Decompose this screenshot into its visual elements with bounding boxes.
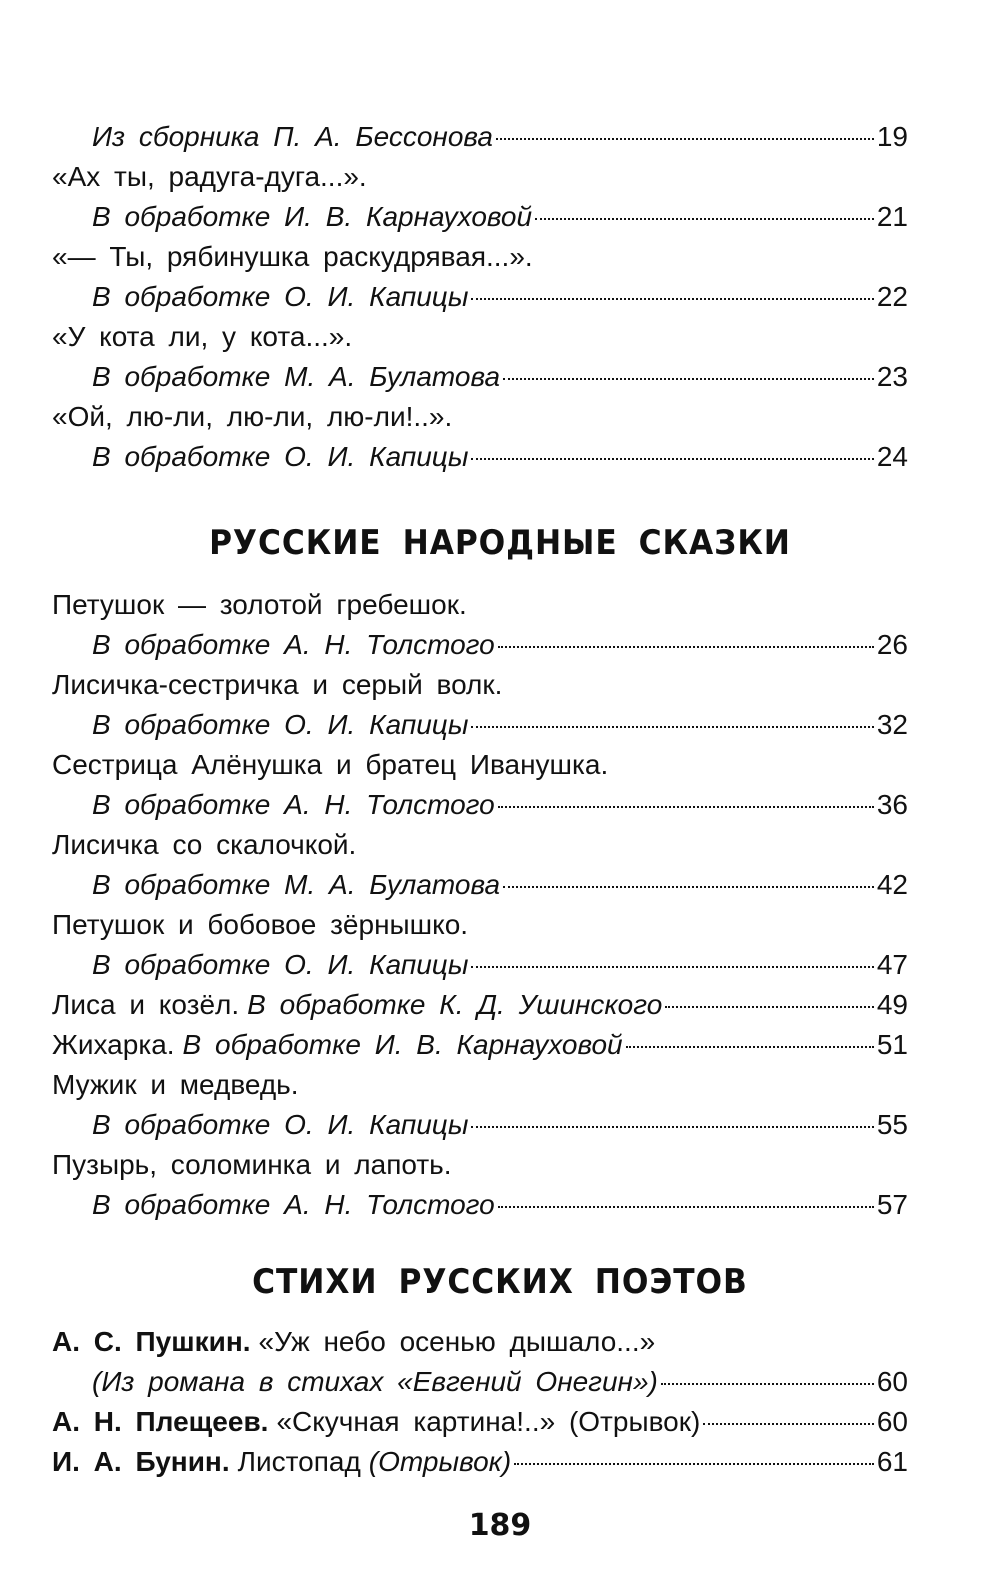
toc-entry (52, 1105, 908, 1145)
entry-author: А. С. Пушкин. (52, 1326, 251, 1357)
toc-entry-title (52, 1145, 908, 1185)
entry-credit: В обработке О. И. Капицы (92, 949, 469, 980)
entry-note: (Отрывок) (368, 1446, 512, 1477)
dot-leader (496, 138, 874, 140)
entry-credit: В обработке И. В. Карнауховой (92, 201, 533, 232)
entry-page-number: 47 (876, 949, 908, 980)
section-heading-poems: СТИХИ РУССКИХ ПОЭТОВ (252, 1262, 748, 1302)
dot-leader (498, 646, 874, 648)
entry-page-number: 51 (876, 1029, 908, 1060)
entry-page-number: 36 (876, 789, 908, 820)
entry-page-number: 26 (876, 629, 908, 660)
toc-entry-title (52, 1322, 908, 1362)
entry-credit: В обработке А. Н. Толстого (92, 629, 495, 660)
entry-page-number: 60 (876, 1366, 908, 1397)
entry-title: Пузырь, соломинка и лапоть. (52, 1149, 452, 1180)
toc-entry (52, 1402, 908, 1442)
entry-title: «У кота ли, у кота...». (52, 321, 353, 352)
dot-leader (703, 1423, 874, 1425)
toc-entry-title (52, 825, 908, 865)
entry-page-number: 21 (876, 201, 908, 232)
entry-credit: В обработке О. И. Капицы (92, 709, 469, 740)
toc-entry-title (52, 317, 908, 357)
toc-entry-title (52, 745, 908, 785)
entry-title: «Скучная картина!..» (Отрывок) (276, 1406, 701, 1437)
entry-title: Лисичка со скалочкой. (52, 829, 357, 860)
toc-entry (52, 985, 908, 1025)
entry-title: Сестрица Алёнушка и братец Иванушка. (52, 749, 609, 780)
dot-leader (626, 1046, 874, 1048)
toc-entry (52, 1025, 908, 1065)
entry-page-number: 60 (876, 1406, 908, 1437)
toc-entry-title (52, 397, 908, 437)
toc-entry-title (52, 157, 908, 197)
dot-leader (661, 1383, 874, 1385)
toc-block-folk-tales (52, 585, 908, 1225)
toc-entry (52, 945, 908, 985)
entry-author: И. А. Бунин. (52, 1446, 230, 1477)
entry-page-number: 22 (876, 281, 908, 312)
entry-page-number: 19 (876, 121, 908, 152)
toc-entry (52, 117, 908, 157)
entry-page-number: 49 (876, 989, 908, 1020)
dot-leader (514, 1463, 874, 1465)
toc-entry-title (52, 237, 908, 277)
entry-title: Жихарка. (52, 1029, 175, 1060)
toc-entry (52, 1185, 908, 1225)
dot-leader (535, 218, 874, 220)
dot-leader (471, 458, 873, 460)
toc-entry (52, 1362, 908, 1402)
entry-credit: В обработке К. Д. Ушинского (247, 989, 663, 1020)
entry-credit: В обработке А. Н. Толстого (92, 1189, 495, 1220)
dot-leader (498, 806, 874, 808)
entry-page-number: 55 (876, 1109, 908, 1140)
entry-title: Петушок — золотой гребешок. (52, 589, 467, 620)
entry-title: «— Ты, рябинушка раскудрявая...». (52, 241, 533, 272)
toc-entry (52, 357, 908, 397)
toc-entry-title (52, 665, 908, 705)
entry-note: (Из романа в стихах «Евгений Онегин») (92, 1366, 658, 1397)
entry-title: Лисичка-сестричка и серый волк. (52, 669, 503, 700)
dot-leader (471, 966, 873, 968)
toc-entry-title (52, 905, 908, 945)
page-number: 189 (468, 1508, 532, 1543)
toc-entry (52, 197, 908, 237)
entry-author: А. Н. Плещеев. (52, 1406, 269, 1437)
section-heading-folk-tales: РУССКИЕ НАРОДНЫЕ СКАЗКИ (209, 523, 791, 563)
entry-credit: В обработке И. В. Карнауховой (182, 1029, 623, 1060)
entry-title: Листопад (237, 1446, 361, 1477)
entry-page-number: 32 (876, 709, 908, 740)
toc-entry-title (52, 1065, 908, 1105)
entry-credit: В обработке М. А. Булатова (92, 361, 501, 392)
toc-entry (52, 865, 908, 905)
entry-credit: Из сборника П. А. Бессонова (92, 121, 493, 152)
entry-page-number: 42 (876, 869, 908, 900)
entry-credit: В обработке О. И. Капицы (92, 441, 469, 472)
entry-credit: В обработке М. А. Булатова (92, 869, 501, 900)
entry-title: Петушок и бобовое зёрнышко. (52, 909, 469, 940)
toc-block-songs (52, 117, 908, 477)
toc-entry (52, 1442, 908, 1482)
dot-leader (471, 1126, 873, 1128)
toc-entry (52, 625, 908, 665)
entry-title: Лиса и козёл. (52, 989, 240, 1020)
dot-leader (471, 298, 873, 300)
entry-page-number: 61 (876, 1446, 908, 1477)
entry-credit: В обработке А. Н. Толстого (92, 789, 495, 820)
entry-credit: В обработке О. И. Капицы (92, 1109, 469, 1140)
toc-block-poems (52, 1322, 908, 1482)
toc-entry (52, 277, 908, 317)
toc-entry (52, 437, 908, 477)
entry-page-number: 57 (876, 1189, 908, 1220)
entry-credit: В обработке О. И. Капицы (92, 281, 469, 312)
toc-entry-title (52, 585, 908, 625)
dot-leader (503, 378, 874, 380)
dot-leader (503, 886, 874, 888)
toc-entry (52, 785, 908, 825)
entry-title: «Уж небо осенью дышало...» (258, 1326, 656, 1357)
toc-entry (52, 705, 908, 745)
entry-title: «Ах ты, радуга-дуга...». (52, 161, 367, 192)
entry-title: «Ой, лю-ли, лю-ли, лю-ли!..». (52, 401, 453, 432)
dot-leader (498, 1206, 874, 1208)
dot-leader (471, 726, 873, 728)
dot-leader (665, 1006, 874, 1008)
entry-page-number: 23 (876, 361, 908, 392)
entry-title: Мужик и медведь. (52, 1069, 299, 1100)
entry-page-number: 24 (876, 441, 908, 472)
